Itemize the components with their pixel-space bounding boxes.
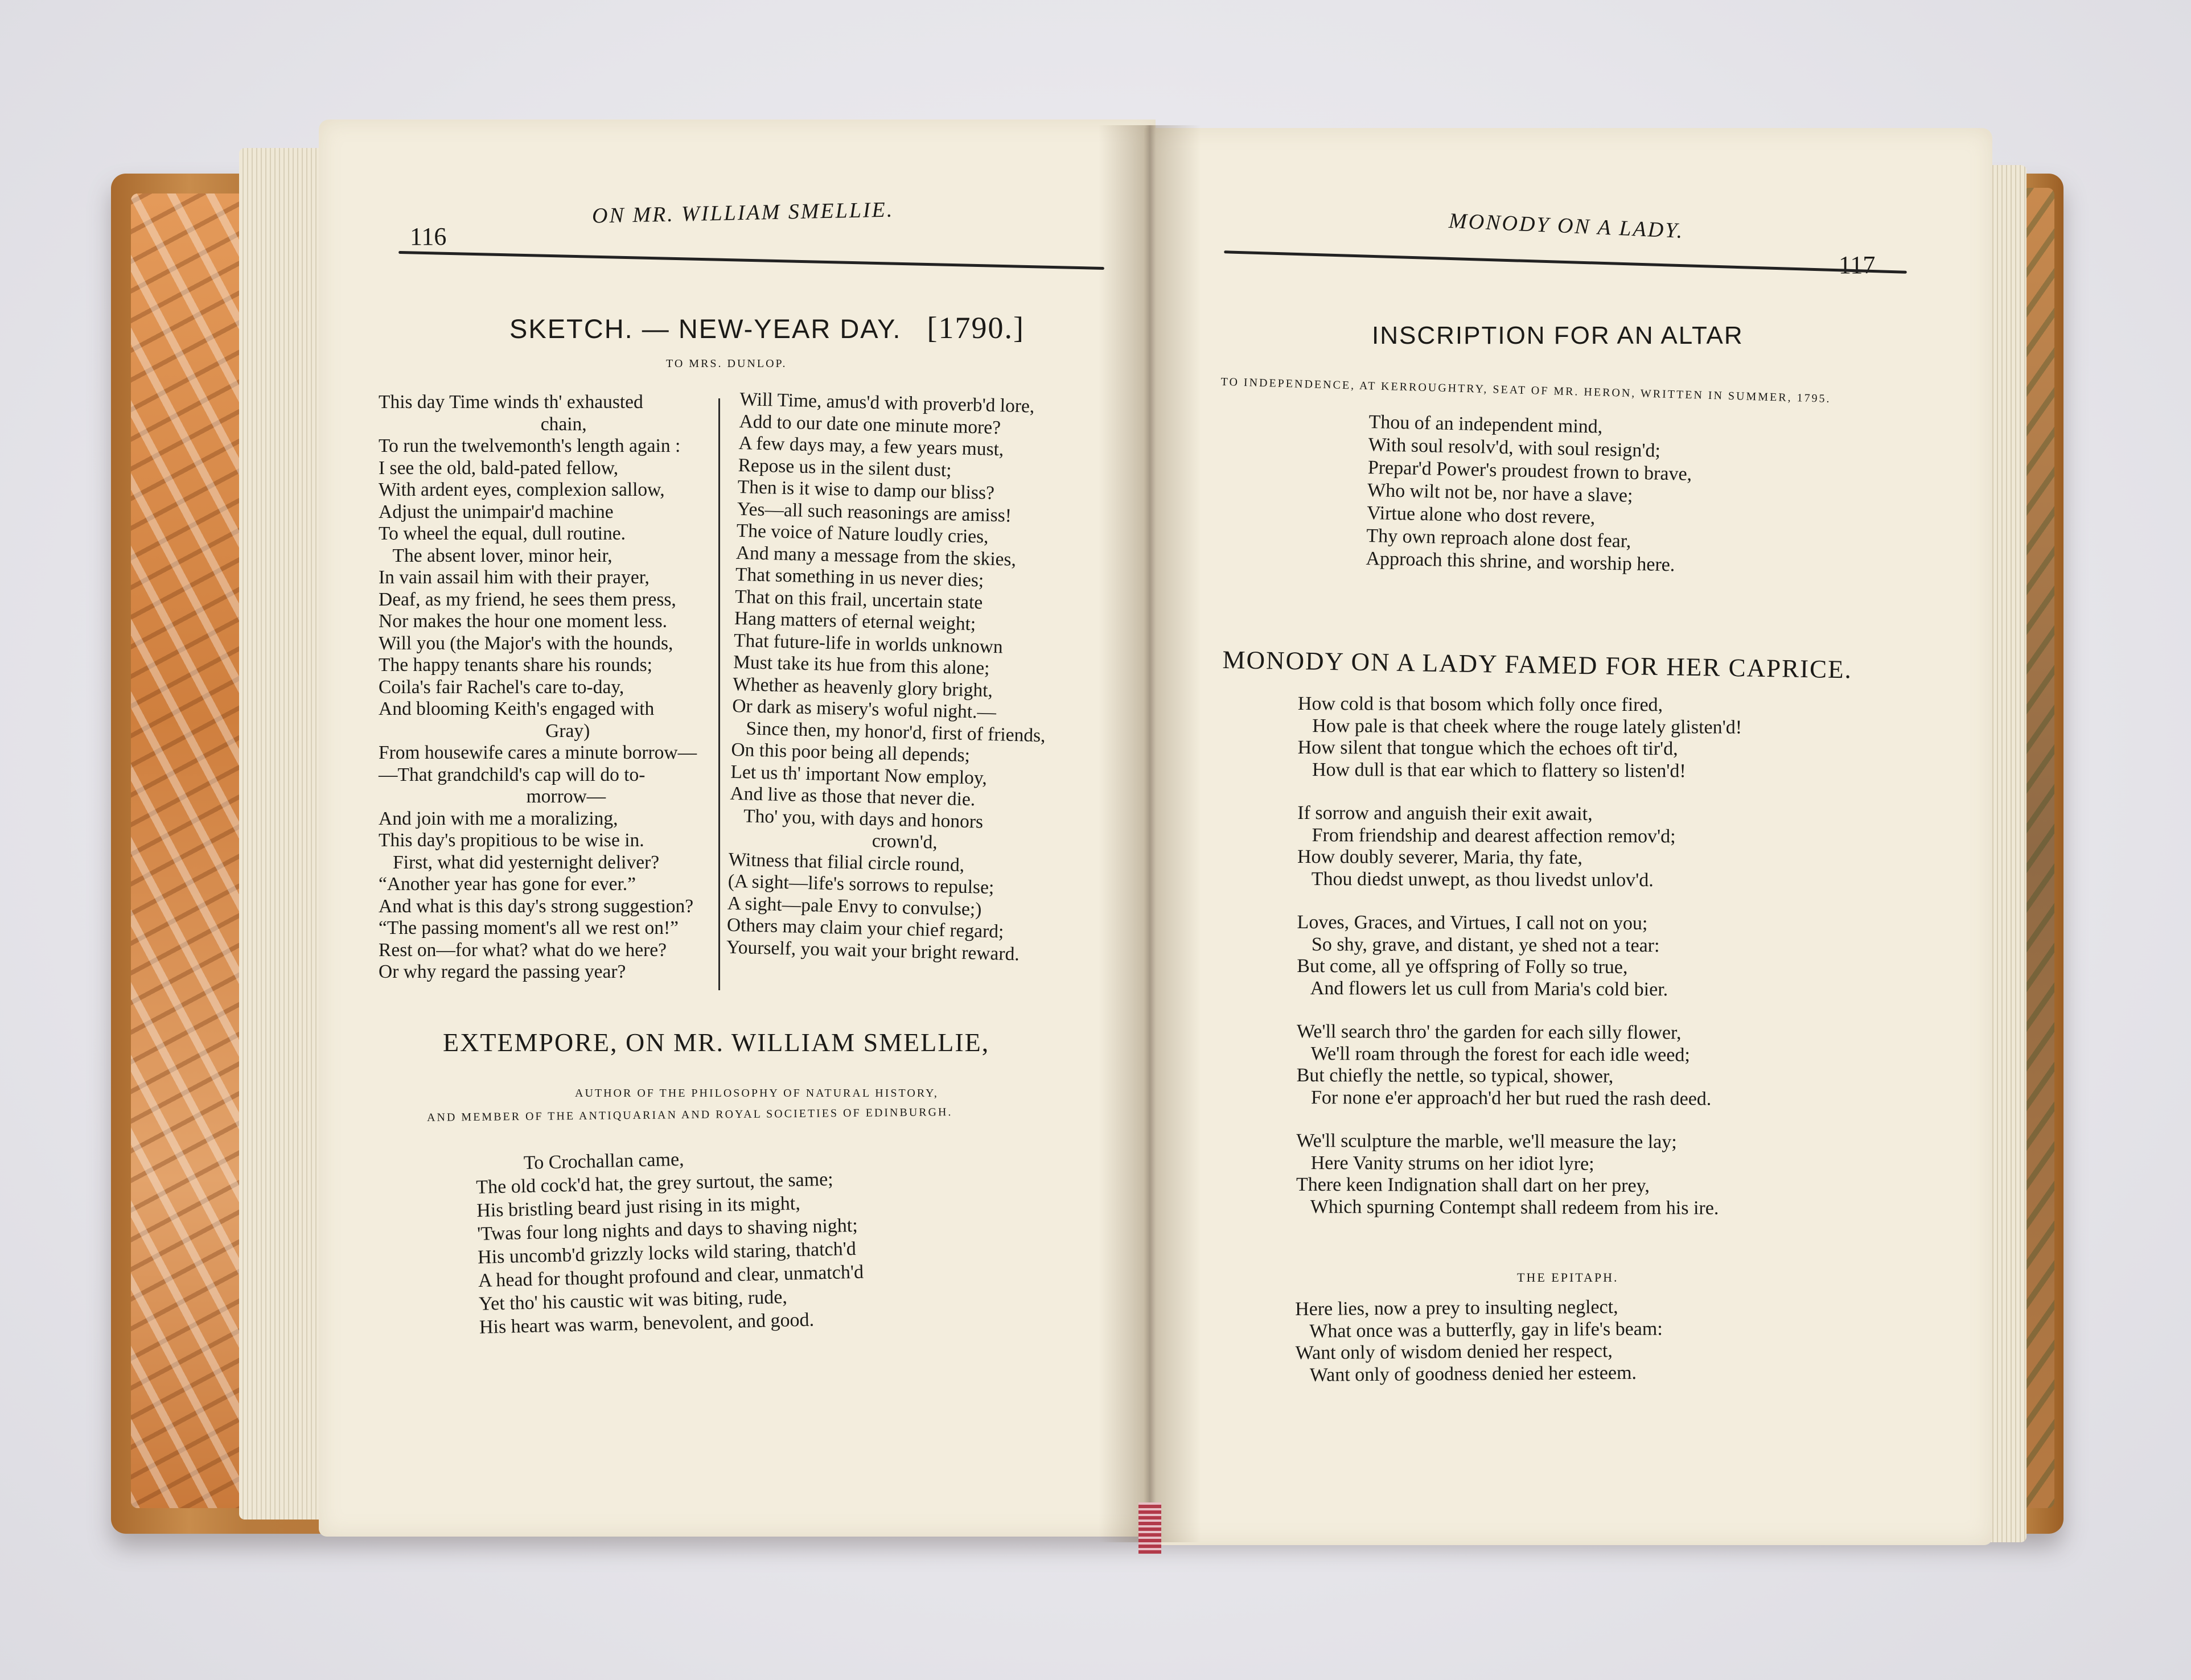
verse-line: Yourself, you wait your bright reward.	[726, 936, 1020, 965]
verse-line: With ardent eyes, complexion sallow,	[379, 479, 665, 500]
monody-title: MONODY ON A LADY FAMED FOR HER CAPRICE.	[1222, 645, 1853, 684]
extempore-subtitle-2: AND MEMBER OF THE ANTIQUARIAN AND ROYAL SOCIETIES OF EDINBURGH.	[426, 1106, 953, 1124]
verse-line: Witness that filial circle round,	[728, 849, 965, 876]
verse-line: Prepar'd Power's proudest frown to brave,	[1367, 456, 1692, 485]
verse-line: This day's propitious to be wise in.	[379, 830, 644, 851]
verse-line: A head for thought profound and clear, unmatch'd	[478, 1261, 864, 1291]
verse-line: Or dark as misery's woful night.—	[731, 695, 997, 723]
verse-line: And many a message from the skies,	[735, 542, 1017, 570]
verse-line: Virtue alone who dost revere,	[1366, 502, 1596, 529]
sketch-year: [1790.]	[927, 311, 1025, 345]
sketch-column-1	[379, 392, 697, 983]
verse-line: chain,	[379, 413, 587, 435]
spine-headband	[1138, 1502, 1161, 1554]
verse-line: Gray)	[379, 720, 590, 742]
verse-line: His heart was warm, benevolent, and good.	[479, 1309, 815, 1338]
verse-line: Repose us in the silent dust;	[738, 454, 952, 481]
verse-line: Will you (the Major's with the hounds,	[379, 632, 673, 654]
extempore-title: EXTEMPORE, ON MR. WILLIAM SMELLIE,	[443, 1028, 990, 1057]
stanza-gap	[1296, 1109, 1740, 1132]
verse-line: Loves, Graces, and Virtues, I call not on you;	[1297, 911, 1648, 934]
verse-line: “The passing moment's all we rest on!”	[379, 917, 679, 938]
verse-line: But chiefly the nettle, so typical, shower,	[1296, 1064, 1614, 1087]
verse-line: How doubly severer, Maria, thy fate,	[1297, 846, 1582, 868]
verse-line: Which spurning Contempt shall redeem from his ire.	[1296, 1196, 1719, 1219]
verse-line: Approach this shrine, and worship here.	[1366, 547, 1675, 576]
verse-line: Yes—all such reasonings are amiss!	[737, 498, 1012, 526]
right-page-number: 117	[1839, 251, 1876, 279]
left-page-number: 116	[410, 223, 447, 250]
verse-line: How cold is that bosom which folly once fired,	[1297, 693, 1663, 716]
verse-line: 'Twas four long nights and days to shaving night;	[476, 1214, 858, 1245]
verse-line: The old cock'd hat, the grey surtout, the same;	[475, 1168, 834, 1198]
verse-line: And flowers let us cull from Maria's cold bier.	[1297, 977, 1668, 1000]
verse-line: Want only of goodness denied her esteem.	[1295, 1362, 1637, 1386]
verse-line: On this poor being all depends;	[731, 739, 971, 767]
verse-line: We'll roam through the forest for each idle weed;	[1296, 1043, 1690, 1065]
verse-line: Will Time, amus'd with proverb'd lore,	[739, 389, 1035, 417]
verse-line: Thou diedst unwept, as thou livedst unlov'd.	[1297, 868, 1654, 891]
verse-line: Then is it wise to damp our bliss?	[737, 476, 995, 504]
extempore-subtitle-1: AUTHOR OF THE PHILOSOPHY OF NATURAL HISTORY,	[575, 1087, 939, 1100]
verse-line: Thou of an independent mind,	[1368, 411, 1603, 438]
verse-line: That on this frail, uncertain state	[734, 586, 983, 613]
verse-line: Or why regard the passing year?	[379, 961, 626, 982]
verse-line: Since then, my honor'd, first of friends,	[731, 717, 1046, 746]
epitaph-title: THE EPITAPH.	[1517, 1270, 1619, 1284]
stanza-gap	[1297, 999, 1741, 1023]
verse-line: Want only of wisdom denied her respect,	[1295, 1340, 1613, 1364]
verse-line: crown'd,	[729, 826, 938, 853]
verse-line: How silent that tongue which the echoes oft tir'd,	[1297, 736, 1678, 760]
verse-line: Others may claim your chief regard;	[726, 914, 1004, 942]
verse-line: For none e'er approach'd her but rued the rash deed.	[1296, 1086, 1712, 1110]
verse-line: Whether as heavenly glory bright,	[732, 673, 993, 701]
sketch-dedication: TO MRS. DUNLOP.	[666, 357, 787, 370]
verse-line: Rest on—for what? what do we here?	[379, 939, 667, 961]
verse-line: Coila's fair Rachel's care to-day,	[379, 676, 624, 698]
verse-line: Nor makes the hour one moment less.	[379, 611, 668, 632]
verse-line: And join with me a moralizing,	[379, 808, 618, 829]
verse-line: The happy tenants share his rounds;	[379, 654, 652, 676]
verse-line: In vain assail him with their prayer,	[379, 567, 650, 588]
verse-line: If sorrow and anguish their exit await,	[1297, 802, 1593, 825]
column-divider	[718, 398, 720, 990]
extempore-verse	[475, 1144, 865, 1339]
verse-line: (A sight—life's sorrows to repulse;	[727, 870, 994, 899]
sketch-title-text: SKETCH. — NEW-YEAR DAY.	[509, 314, 902, 344]
verse-line: Must take its hue from this alone;	[733, 651, 990, 679]
verse-line: Who wilt not be, nor have a slave;	[1367, 479, 1633, 507]
right-running-head: MONODY ON A LADY.	[1448, 209, 1685, 243]
verse-line: Thy own reproach alone dost fear,	[1366, 525, 1631, 552]
verse-line: His bristling beard just rising in its might,	[476, 1193, 801, 1221]
verse-line: His uncomb'd grizzly locks wild staring, thatch'd	[477, 1238, 857, 1268]
verse-line: Hang matters of eternal weight;	[734, 607, 976, 635]
verse-line: First, what did yesternight deliver?	[379, 851, 660, 873]
stanza-gap	[1297, 890, 1741, 913]
book-gutter	[1099, 125, 1201, 1542]
verse-line: Deaf, as my friend, he sees them press,	[379, 588, 676, 610]
verse-line: But come, all ye offspring of Folly so true,	[1297, 955, 1628, 978]
monody-verse	[1296, 693, 1742, 1220]
verse-line: Tho' you, with days and honors	[729, 805, 984, 833]
verse-line: With soul resolv'd, with soul resign'd;	[1368, 434, 1661, 462]
epitaph-verse	[1295, 1296, 1663, 1386]
marbled-endpaper-left	[131, 193, 245, 1508]
verse-line: This day Time winds th' exhausted	[379, 392, 643, 413]
verse-line: We'll sculpture the marble, we'll measure the lay;	[1296, 1130, 1677, 1153]
verse-line: There keen Indignation shall dart on her prey,	[1296, 1173, 1650, 1197]
verse-line: And live as those that never die.	[730, 783, 976, 810]
verse-line: What once was a butterfly, gay in life's beam:	[1295, 1317, 1663, 1342]
left-running-head: ON MR. WILLIAM SMELLIE.	[591, 197, 894, 228]
verse-line: That future-life in worlds unknown	[733, 629, 1004, 657]
verse-line: To run the twelvemonth's length again :	[379, 435, 681, 456]
verse-line: morrow—	[379, 786, 606, 807]
verse-line: And what is this day's strong suggestion?	[379, 895, 694, 917]
verse-line: —That grandchild's cap will do to-	[379, 764, 646, 785]
verse-line: So shy, grave, and distant, ye shed not a tear:	[1297, 933, 1660, 956]
verse-line: Let us th' important Now employ,	[730, 761, 988, 789]
stanza-gap	[1297, 781, 1741, 804]
inscription-title: INSCRIPTION FOR AN ALTAR	[1372, 322, 1744, 349]
verse-line: The absent lover, minor heir,	[379, 545, 613, 566]
verse-line: We'll search thro' the garden for each silly flower,	[1296, 1020, 1682, 1044]
verse-line: From housewife cares a minute borrow—	[379, 742, 697, 763]
verse-line: I see the old, bald-pated fellow,	[379, 457, 619, 479]
verse-line: Adjust the unimpair'd machine	[379, 501, 614, 522]
inscription-verse	[1366, 411, 1693, 577]
verse-line: A few days may, a few years must,	[738, 432, 1004, 460]
inscription-subtitle: TO INDEPENDENCE, AT KERROUGHTRY, SEAT OF MR. HERON, WRITTEN IN SUMMER, 1795.	[1220, 376, 1831, 405]
page-edges-left	[239, 148, 330, 1520]
verse-line: Yet tho' his caustic wit was biting, rude,	[478, 1286, 788, 1315]
verse-line: How dull is that ear which to flattery so listen'd!	[1297, 759, 1686, 781]
verse-line: To Crochallan came,	[475, 1148, 684, 1175]
verse-line: And blooming Keith's engaged with	[379, 698, 655, 719]
verse-line: Add to our date one minute more?	[739, 410, 1001, 438]
verse-line: Here lies, now a prey to insulting neglect,	[1295, 1296, 1618, 1320]
verse-line: To wheel the equal, dull routine.	[379, 523, 626, 544]
verse-line: Here Vanity strums on her idiot lyre;	[1296, 1152, 1594, 1175]
verse-line: How pale is that cheek where the rouge lately glisten'd!	[1297, 715, 1742, 738]
sketch-column-2	[726, 389, 1054, 966]
sketch-title	[509, 310, 1025, 345]
verse-line: That something in us never dies;	[735, 563, 984, 591]
verse-line: The voice of Nature loudly cries,	[736, 520, 989, 547]
verse-line: “Another year has gone for ever.”	[379, 874, 636, 895]
verse-line: From friendship and dearest affection remov'd;	[1297, 824, 1676, 847]
verse-line: A sight—pale Envy to convulse;)	[727, 892, 982, 920]
